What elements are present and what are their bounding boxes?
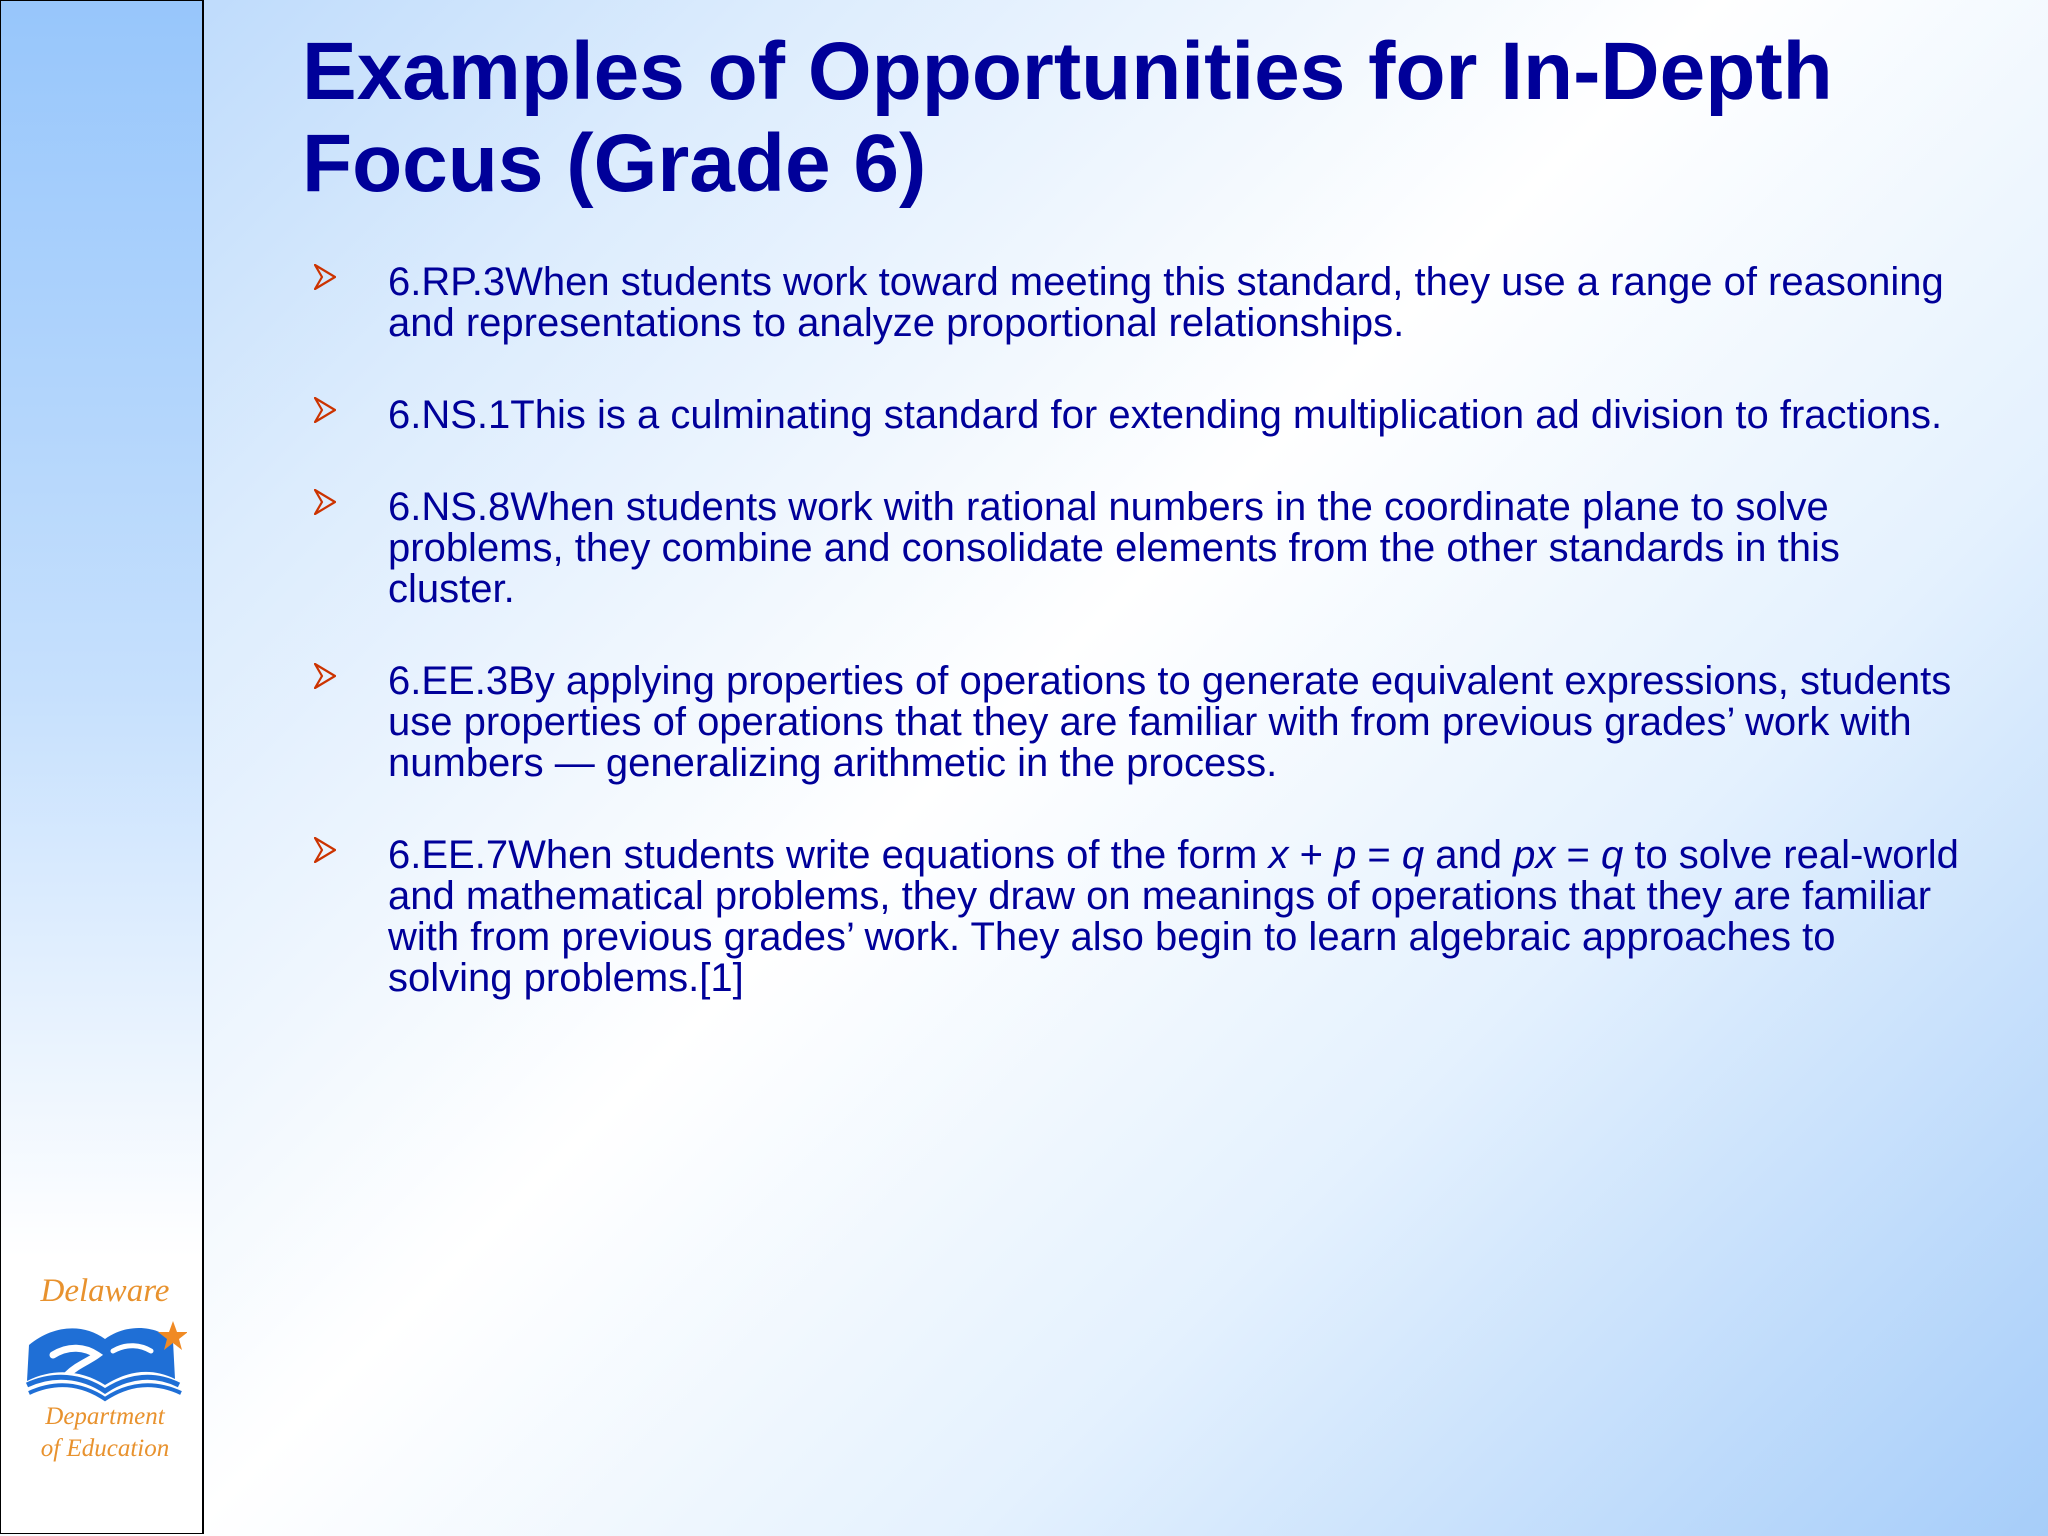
math-variable-p: p	[1334, 833, 1357, 877]
math-variable-x: x	[1268, 833, 1289, 877]
logo-department-text	[19, 1401, 191, 1465]
bullet-text: 6.NS.8When students work with rational numbers in the coordinate plane to solve problems, they combine and consolidate elements from the other standards in this cluster.	[388, 485, 1840, 611]
plus-sign: +	[1288, 833, 1335, 877]
math-variable-q: q	[1600, 833, 1624, 877]
bullet-item	[310, 835, 1960, 999]
left-sidebar-panel	[0, 0, 204, 1534]
arrow-bullet-icon	[314, 397, 336, 423]
and-word: and	[1424, 833, 1514, 877]
bullet-item	[310, 661, 1960, 784]
arrow-bullet-icon	[314, 837, 336, 863]
open-book-icon	[23, 1315, 187, 1403]
bullet-text-part2: to solve real-world and mathematical problems, they draw on meanings of operations that they are familiar with from previous grades’ work. They also begin to learn algebraic approaches to solving problems.[1]	[388, 833, 1959, 1000]
bullet-text: 6.RP.3When students work toward meeting this standard, they use a range of reasoning and representations to analyze proportional relationships.	[388, 260, 1944, 345]
bullet-item	[310, 262, 1960, 344]
arrow-bullet-icon	[314, 663, 336, 689]
bullet-text: 6.EE.3By applying properties of operations to generate equivalent expressions, students use properties of operations that they are familiar with from previous grades’ work with numbers — generalizing arithmetic in the process.	[388, 659, 1952, 785]
bullet-item	[310, 395, 1960, 436]
bullet-text	[388, 833, 1959, 1000]
bullet-item	[310, 487, 1960, 610]
bullet-text: 6.NS.1This is a culminating standard for extending multiplication ad division to fractions.	[388, 393, 1943, 437]
equals-sign: =	[1555, 833, 1601, 877]
math-variable-px: px	[1513, 833, 1556, 877]
slide-title: Examples of Opportunities for In-Depth Focus (Grade 6)	[302, 26, 1833, 209]
logo-delaware-text: Delaware	[40, 1273, 170, 1309]
bullet-list	[310, 262, 1960, 1050]
logo-department-line2: of Education	[40, 1435, 170, 1462]
logo-department-line1: Department	[45, 1403, 165, 1430]
arrow-bullet-icon	[314, 264, 336, 290]
bullet-text-part1: 6.EE.7When students write equations of the form	[388, 833, 1269, 877]
math-variable-q: q	[1401, 833, 1425, 877]
equals-sign: =	[1356, 833, 1402, 877]
arrow-bullet-icon	[314, 489, 336, 515]
delaware-doe-logo	[19, 1273, 191, 1473]
